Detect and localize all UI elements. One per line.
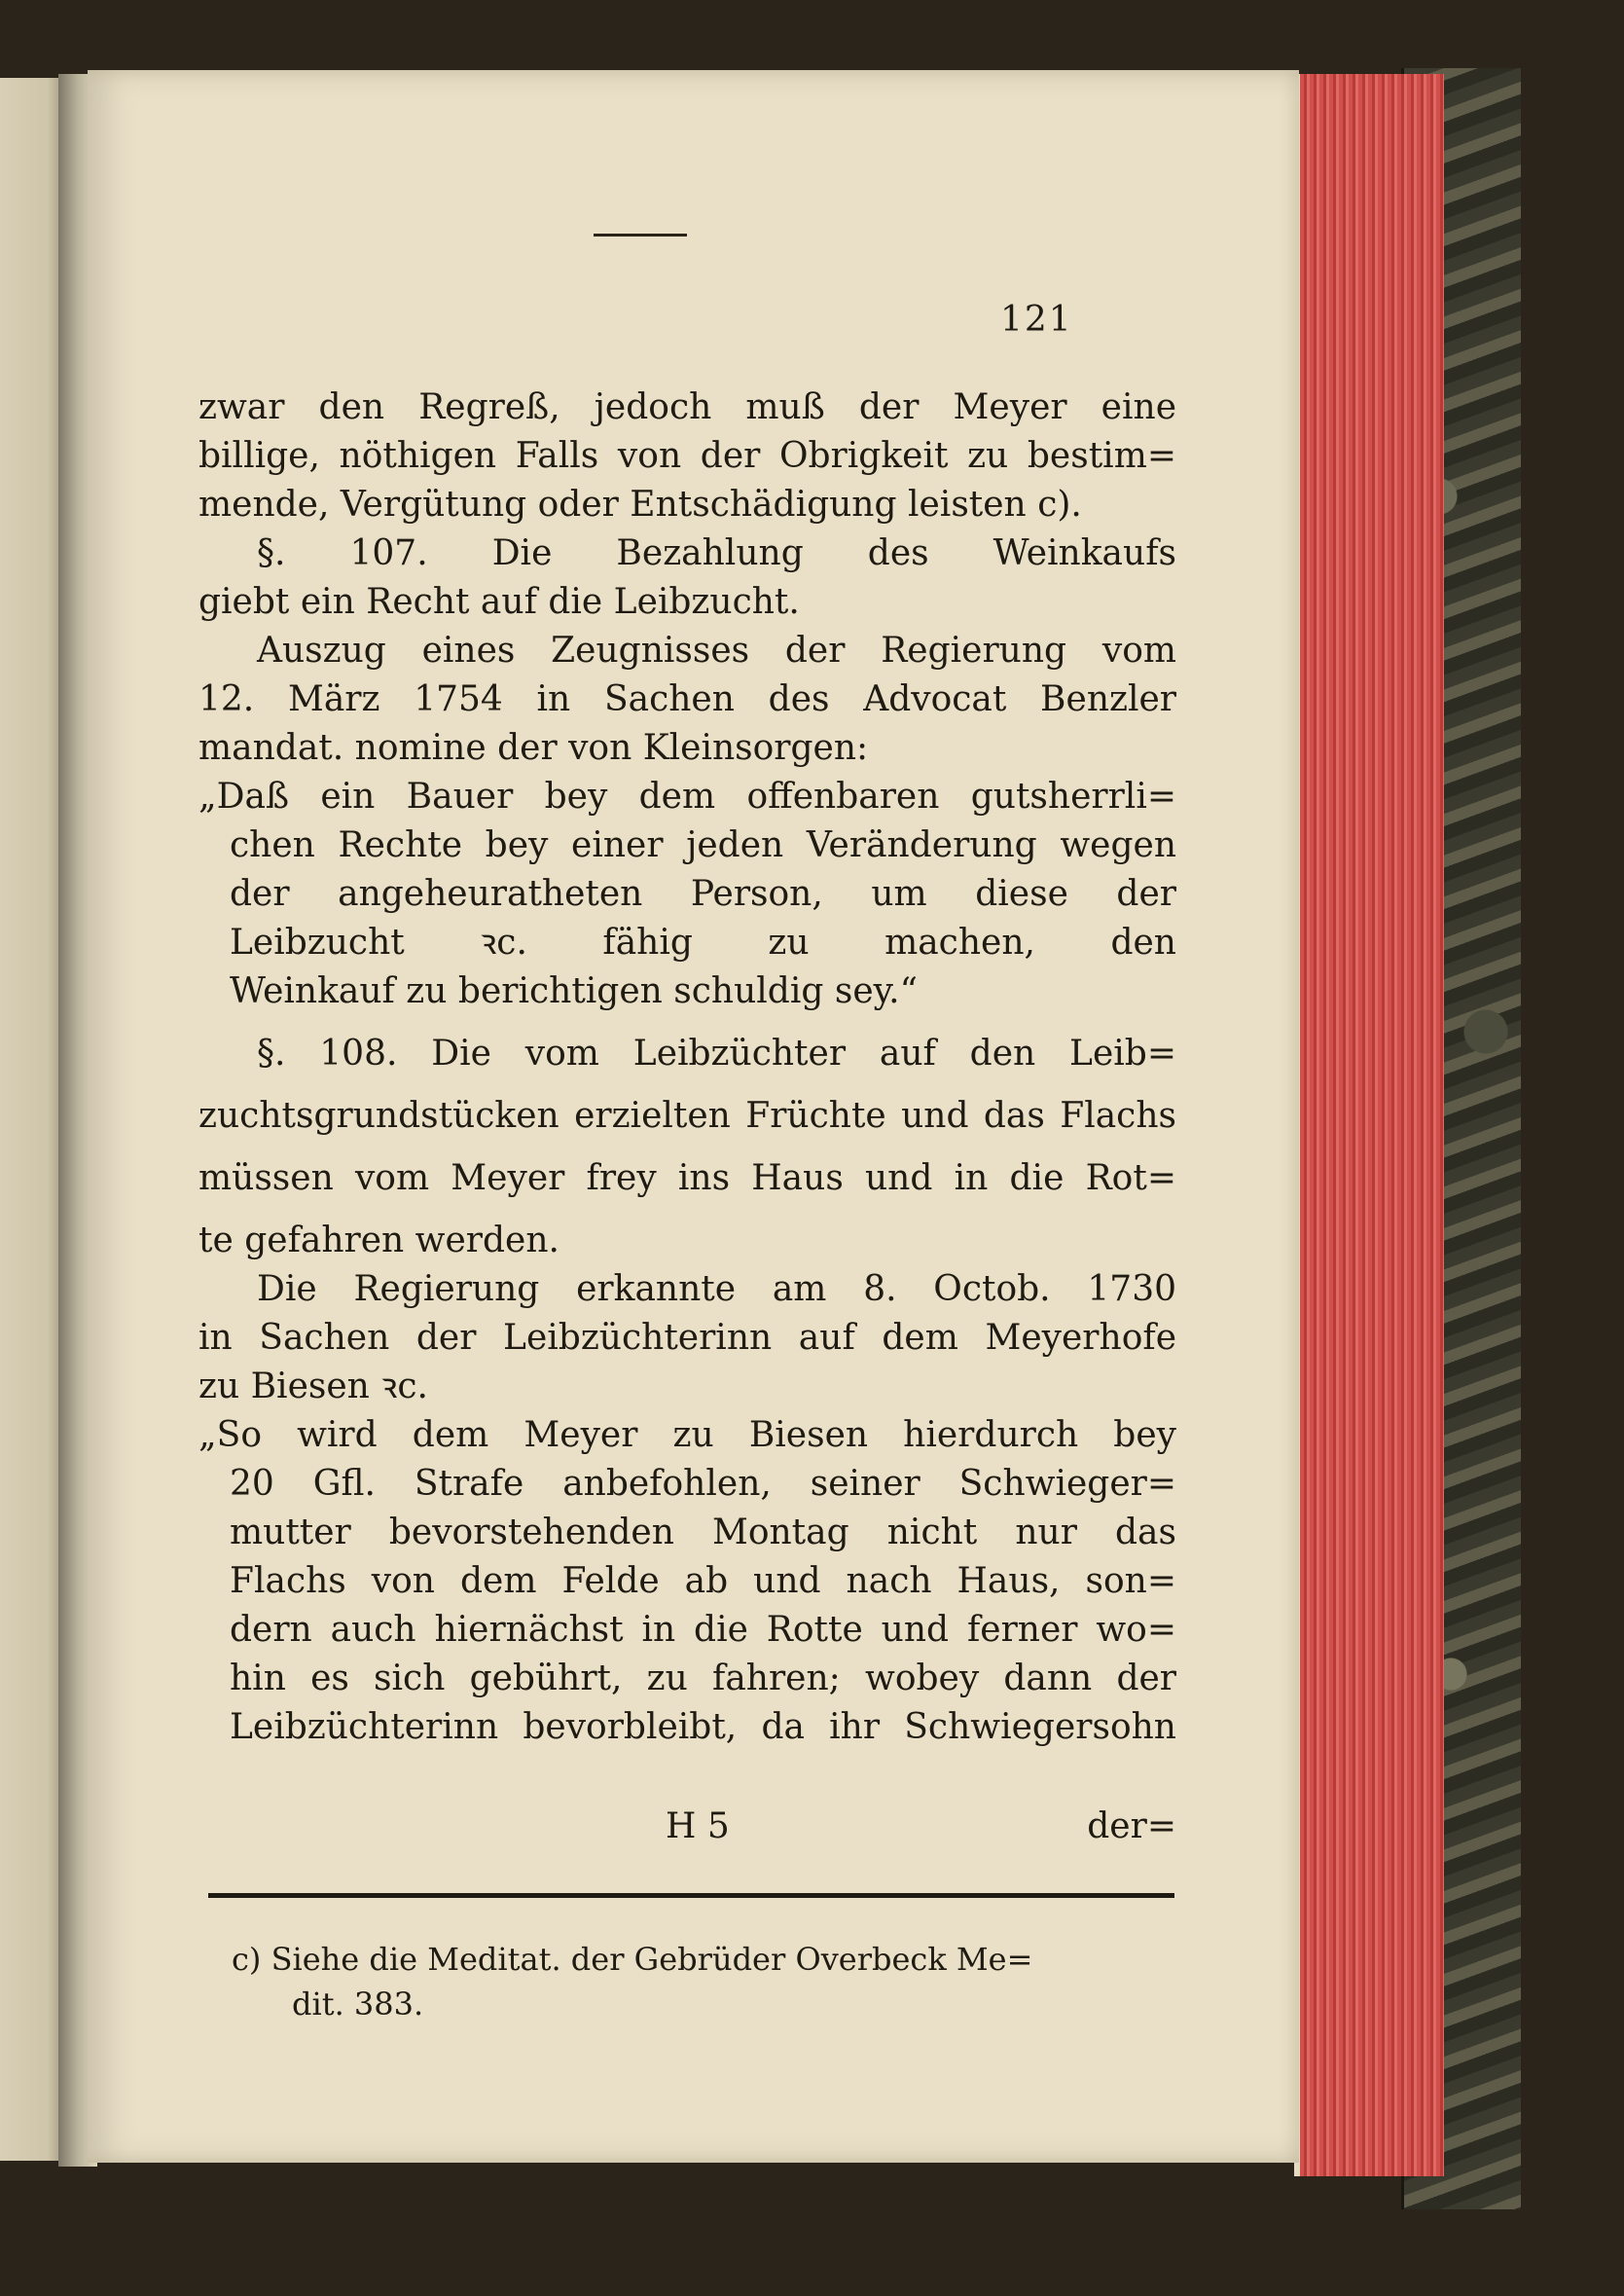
quote-line: chen Rechte bey einer jeden Veränderung wegen xyxy=(230,825,1176,865)
quote-line: „So wird dem Meyer zu Biesen hierdurch bey xyxy=(198,1415,1176,1455)
quote-line: Leibzucht ꝛc. fähig zu machen, den xyxy=(230,923,1176,963)
quote-line: „Daß ein Bauer bey dem offenbaren gutsherrli= xyxy=(198,777,1176,817)
text-line: te gefahren werden. xyxy=(198,1221,559,1260)
quote-line: mutter bevorstehenden Montag nicht nur das xyxy=(230,1512,1176,1552)
page-number: 121 xyxy=(1000,300,1073,340)
footnote-rule xyxy=(208,1893,1174,1898)
catchword: der= xyxy=(1087,1806,1176,1846)
text-line: billige, nöthigen Falls von der Obrigkeit zu bestim= xyxy=(198,436,1176,476)
quote-line: der angeheuratheten Person, um diese der xyxy=(230,874,1176,914)
footnote-line: c) Siehe die Meditat. der Gebrüder Overbeck Me= xyxy=(232,1941,1033,1978)
signature-mark: H 5 xyxy=(666,1806,730,1846)
quote-line: 20 Gfl. Strafe anbefohlen, seiner Schwieger= xyxy=(230,1464,1176,1504)
quote-line: hin es sich gebührt, zu fahren; wobey dann der xyxy=(230,1658,1176,1698)
text-line: Die Regierung erkannte am 8. Octob. 1730 xyxy=(257,1269,1176,1309)
quote-line: Weinkauf zu berichtigen schuldig sey.“ xyxy=(230,971,919,1011)
page-footer xyxy=(198,1806,1176,1855)
quote-line: dern auch hiernächst in die Rotte und ferner wo= xyxy=(230,1610,1176,1650)
text-line: mende, Vergütung oder Entschädigung leisten c). xyxy=(198,485,1082,525)
body-text xyxy=(198,383,1176,1752)
text-line: müssen vom Meyer frey ins Haus und in die Rot= xyxy=(198,1158,1176,1198)
text-line: mandat. nomine der von Kleinsorgen: xyxy=(198,728,869,768)
header-rule xyxy=(594,234,687,237)
book-page xyxy=(88,70,1299,2163)
footnote-line: dit. 383. xyxy=(292,1986,424,2023)
quote-line: Flachs von dem Felde ab und nach Haus, son= xyxy=(230,1561,1176,1601)
quote-line: Leibzüchterinn bevorbleibt, da ihr Schwiegersohn xyxy=(230,1707,1176,1747)
page-edges-red xyxy=(1294,74,1444,2176)
text-line: zuchtsgrundstücken erzielten Früchte und das Flachs xyxy=(198,1096,1176,1136)
text-line: Auszug eines Zeugnisses der Regierung vom xyxy=(257,631,1176,671)
text-line: in Sachen der Leibzüchterinn auf dem Meyerhofe xyxy=(198,1318,1176,1358)
text-line: zu Biesen ꝛc. xyxy=(198,1367,428,1406)
footnote xyxy=(232,1937,1156,2026)
text-line: zwar den Regreß, jedoch muß der Meyer eine xyxy=(198,387,1176,427)
section-heading-107-cont: giebt ein Recht auf die Leibzucht. xyxy=(198,582,800,622)
section-heading-108: §. 108. Die vom Leibzüchter auf den Leib= xyxy=(257,1034,1176,1074)
text-line: 12. März 1754 in Sachen des Advocat Benzler xyxy=(198,679,1176,719)
section-heading-107: §. 107. Die Bezahlung des Weinkaufs xyxy=(257,533,1176,573)
